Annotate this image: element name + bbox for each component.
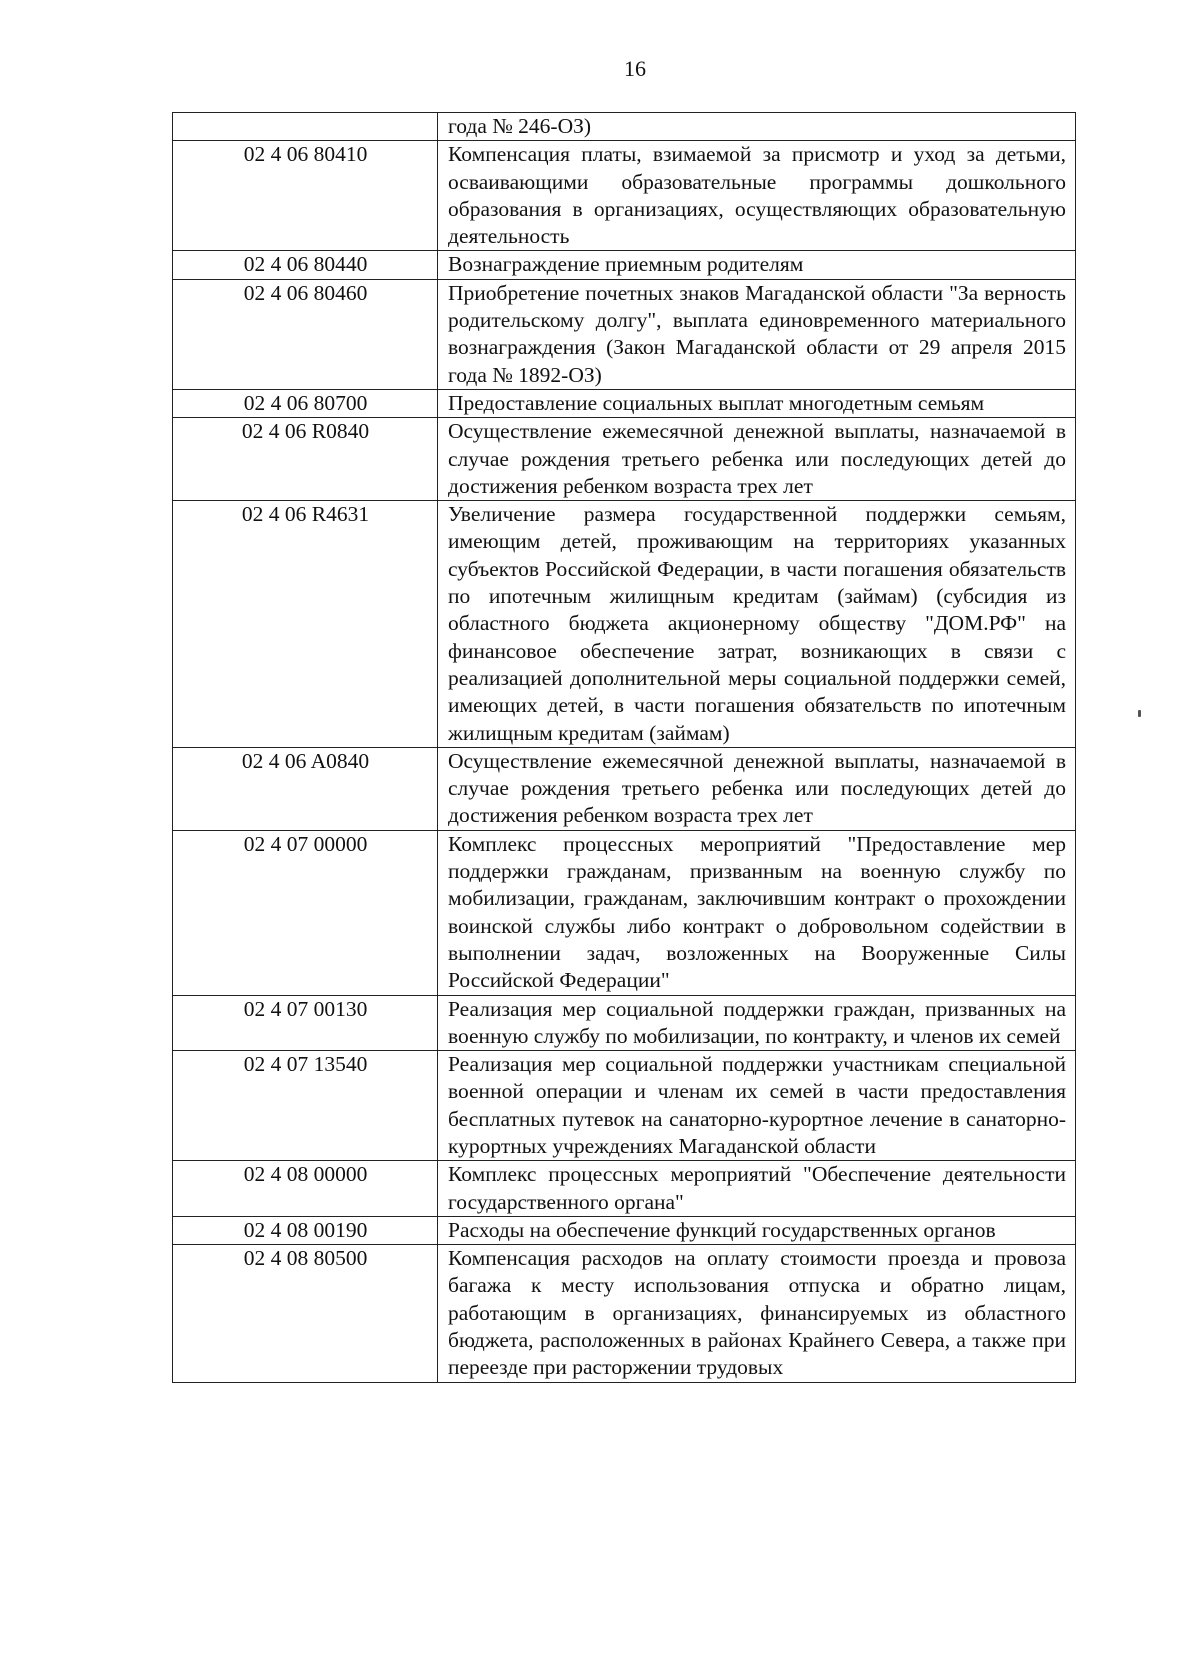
table-row <box>173 1245 1076 1382</box>
table-row <box>173 1161 1076 1217</box>
table-row <box>173 418 1076 501</box>
code-cell: 02 4 06 80410 <box>173 141 438 251</box>
code-cell: 02 4 07 13540 <box>173 1051 438 1161</box>
description-cell: Комплекс процессных мероприятий "Предоставление мер поддержки гражданам, призванным на военную службу по мобилизации, гражданам, заключившим контракт о прохождении воинской службы либо контракт о добровольном содействии в выполнении задач, возложенных на Вооруженные Силы Российской Федерации" <box>438 830 1076 995</box>
description-cell: года № 246-ОЗ) <box>438 113 1076 141</box>
description-cell: Реализация мер социальной поддержки участникам специальной военной операции и членам их семей в части предоставления бесплатных путевок на санаторно-курортное лечение в санаторно-курортных учреждениях Магаданской области <box>438 1051 1076 1161</box>
table-row <box>173 1051 1076 1161</box>
description-cell: Вознаграждение приемным родителям <box>438 251 1076 279</box>
code-cell: 02 4 06 A0840 <box>173 747 438 830</box>
description-cell: Предоставление социальных выплат многодетным семьям <box>438 389 1076 417</box>
code-cell: 02 4 06 R0840 <box>173 418 438 501</box>
code-cell <box>173 113 438 141</box>
description-cell: Приобретение почетных знаков Магаданской области "За верность родительскому долгу", выплата единовременного материального вознаграждения (Закон Магаданской области от 29 апреля 2015 года № 1892-ОЗ) <box>438 279 1076 389</box>
table-row <box>173 995 1076 1051</box>
code-cell: 02 4 06 80440 <box>173 251 438 279</box>
code-cell: 02 4 07 00000 <box>173 830 438 995</box>
code-cell: 02 4 06 80460 <box>173 279 438 389</box>
page-number: 16 <box>624 56 646 81</box>
code-cell: 02 4 06 80700 <box>173 389 438 417</box>
table-row <box>173 141 1076 251</box>
scan-speck <box>1138 710 1141 717</box>
code-cell: 02 4 06 R4631 <box>173 501 438 748</box>
table-row <box>173 747 1076 830</box>
table-row <box>173 279 1076 389</box>
table-row <box>173 501 1076 748</box>
code-cell: 02 4 08 00000 <box>173 1161 438 1217</box>
table-row <box>173 113 1076 141</box>
table-row <box>173 1216 1076 1244</box>
description-cell: Компенсация платы, взимаемой за присмотр и уход за детьми, осваивающими образовательные программы дошкольного образования в организациях, осуществляющих образовательную деятельность <box>438 141 1076 251</box>
table-row <box>173 251 1076 279</box>
code-cell: 02 4 08 80500 <box>173 1245 438 1382</box>
description-cell: Осуществление ежемесячной денежной выплаты, назначаемой в случае рождения третьего ребенка или последующих детей до достижения ребенком возраста трех лет <box>438 418 1076 501</box>
code-cell: 02 4 08 00190 <box>173 1216 438 1244</box>
table-row <box>173 830 1076 995</box>
description-cell: Комплекс процессных мероприятий "Обеспечение деятельности государственного органа" <box>438 1161 1076 1217</box>
description-cell: Расходы на обеспечение функций государственных органов <box>438 1216 1076 1244</box>
description-cell: Компенсация расходов на оплату стоимости проезда и провоза багажа к месту использования отпуска и обратно лицам, работающим в организациях, финансируемых из областного бюджета, расположенных в районах Крайнего Севера, а также при переезде при расторжении трудовых <box>438 1245 1076 1382</box>
description-cell: Увеличение размера государственной поддержки семьям, имеющим детей, проживающим на территориях указанных субъектов Российской Федерации, в части погашения обязательств по ипотечным жилищным кредитам (займам) (субсидия из областного бюджета акционерному обществу "ДОМ.РФ" на финансовое обеспечение затрат, возникающих в связи с реализацией дополнительной меры социальной поддержки семей, имеющих детей, в части погашения обязательств по ипотечным жилищным кредитам (займам) <box>438 501 1076 748</box>
code-cell: 02 4 07 00130 <box>173 995 438 1051</box>
budget-codes-table <box>172 112 1076 1383</box>
table-row <box>173 389 1076 417</box>
description-cell: Реализация мер социальной поддержки граждан, призванных на военную службу по мобилизации, по контракту, и членов их семей <box>438 995 1076 1051</box>
description-cell: Осуществление ежемесячной денежной выплаты, назначаемой в случае рождения третьего ребенка или последующих детей до достижения ребенком возраста трех лет <box>438 747 1076 830</box>
